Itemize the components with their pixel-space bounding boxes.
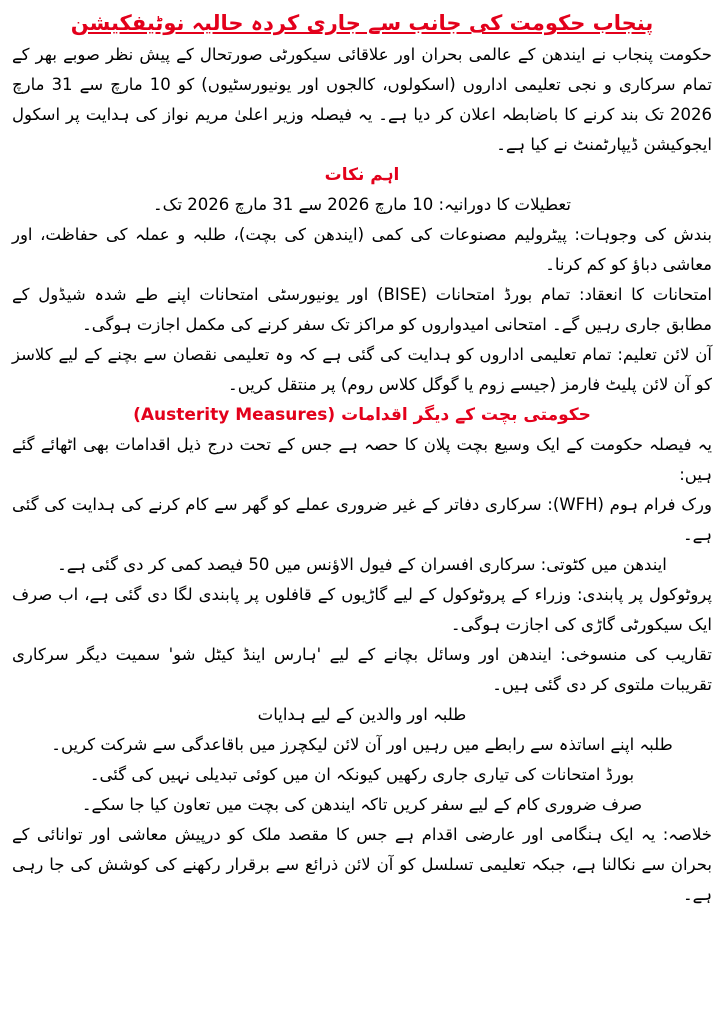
key-point-duration: تعطیلات کا دورانیہ: 10 مارچ 2026 سے 31 مارچ 2026 تک۔ [153,195,571,214]
austerity-item-events-cancelled: تقاریب کی منسوخی: ایندھن اور وسائل بچانے کے لیے 'ہارس اینڈ کیٹل شو' سمیت دیگر سرکاری تقریبات ملتوی کر دی گئی ہیں۔ [12,645,712,694]
austerity-item-fuel-cut: ایندھن میں کٹوتی: سرکاری افسران کے فیول الاؤنس میں 50 فیصد کمی کر دی گئی ہے۔ [57,555,667,574]
guidance-item-travel: صرف ضروری کام کے لیے سفر کریں تاکہ ایندھن کی بچت میں تعاون کیا جا سکے۔ [81,795,643,814]
austerity-item-wfh: ورک فرام ہوم (WFH): سرکاری دفاتر کے غیر ضروری عملے کو گھر سے کام کرنے کی ہدایت کی گئی ہے۔ [12,495,712,544]
key-point-reasons: بندش کی وجوہات: پیٹرولیم مصنوعات کی کمی (ایندھن کی بچت)، طلبہ و عملہ کی حفاظت، اور معاشی دباؤ کو کم کرنا۔ [12,225,712,274]
page-title: پنجاب حکومت کی جانب سے جاری کردہ حالیہ نوٹیفکیشن [70,11,654,35]
conclusion-paragraph: خلاصہ: یہ ایک ہنگامی اور عارضی اقدام ہے جس کا مقصد ملک کو درپیش معاشی اور توانائی کے بحران سے نکالنا ہے، جبکہ تعلیمی تسلسل کو آن لائن ذرائع سے برقرار رکھنے کی کوشش کی جا رہی ہے۔ [12,825,712,904]
intro-paragraph: حکومت پنجاب نے ایندھن کے عالمی بحران اور علاقائی سیکورٹی صورتحال کے پیش نظر صوبے بھر کے تمام سرکاری و نجی تعلیمی اداروں (اسکولوں، کالجوں اور یونیورسٹیوں) کو 10 مارچ سے 31 مارچ 2026 تک بند کرنے کا باضابطہ اعلان کر دیا ہے۔ یہ فیصلہ وزیر اعلیٰ مریم نواز کی ہدایت پر اسکول ایجوکیشن ڈیپارٹمنٹ نے کیا ہے۔ [12,45,713,154]
key-point-online-education: آن لائن تعلیم: تمام تعلیمی اداروں کو ہدایت کی گئی ہے کہ وہ تعلیمی نقصان سے بچنے کے لیے کلاسز کو آن لائن پلیٹ فارمز (جیسے زوم یا گوگل کلاس روم) پر منتقل کریں۔ [12,345,712,394]
austerity-intro: یہ فیصلہ حکومت کے ایک وسیع بچت پلان کا حصہ ہے جس کے تحت درج ذیل اقدامات بھی اٹھائے گئے ہیں: [12,435,712,484]
key-point-exams: امتحانات کا انعقاد: تمام بورڈ امتحانات (BISE) اور یونیورسٹی امتحانات اپنے طے شدہ شیڈول کے مطابق جاری رہیں گے۔ امتحانی امیدواروں کو مراکز تک سفر کرنے کی مکمل اجازت ہوگی۔ [12,285,713,334]
guidance-item-exam-prep: بورڈ امتحانات کی تیاری جاری رکھیں کیونکہ ان میں کوئی تبدیلی نہیں کی گئی۔ [89,765,635,784]
austerity-heading: حکومتی بچت کے دیگر اقدامات (Austerity Measures) [133,405,591,425]
key-points-heading: اہم نکات [324,165,400,185]
guidance-item-lectures: طلبہ اپنے اساتذہ سے رابطے میں رہیں اور آن لائن لیکچرز میں باقاعدگی سے شرکت کریں۔ [51,735,673,754]
austerity-item-protocol-ban: پروٹوکول پر پابندی: وزراء کے پروٹوکول کے لیے گاڑیوں کے قافلوں پر پابندی لگا دی گئی ہے، اب صرف ایک سیکورٹی گاڑی کی اجازت ہوگی۔ [12,585,712,634]
guidance-heading: طلبہ اور والدین کے لیے ہدایات [257,705,467,724]
